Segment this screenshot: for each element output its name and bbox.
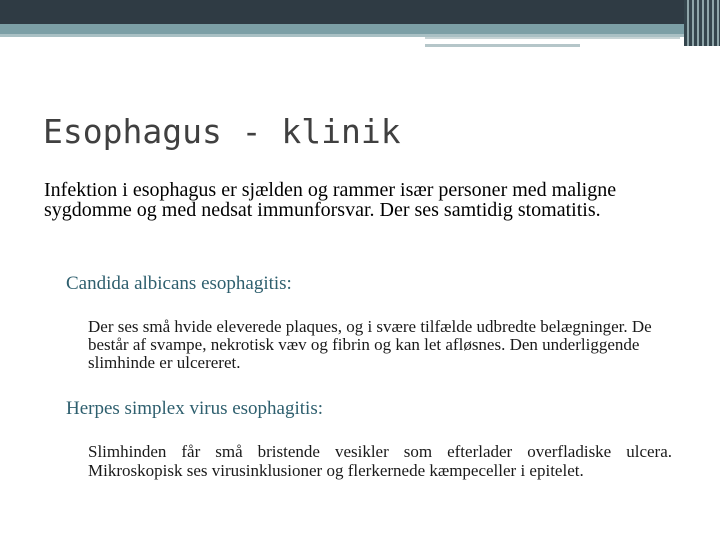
accent-line-short: [425, 37, 680, 39]
intro-paragraph: Infektion i esophagus er sjælden og rammer især personer med maligne sygdomme og med nedsat immunforsvar. Der ses samtidig stomatitis.: [44, 179, 617, 221]
slide-title: Esophagus - klinik: [43, 112, 401, 151]
section-heading-candida: Candida albicans esophagitis:: [66, 273, 292, 294]
teal-accent-band: [0, 24, 720, 34]
accent-line-shorter: [425, 44, 580, 47]
section-text-herpes: Slimhinden får små bristende vesikler som efterlader overfladiske ulcera. Mikroskopisk ses virusinklusioner og flerkernede kæmpeceller i epitelet.: [88, 442, 672, 480]
section-heading-herpes: Herpes simplex virus esophagitis:: [66, 398, 323, 419]
top-decorative-bar: [0, 0, 720, 24]
section-text-candida: Der ses små hvide eleverede plaques, og i svære tilfælde udbredte belægninger. De består af svampe, nekrotisk væv og fibrin og kan let afløsnes. Den underliggende slimhinde er ulcereret.: [88, 317, 652, 372]
corner-stripes: [684, 0, 720, 46]
